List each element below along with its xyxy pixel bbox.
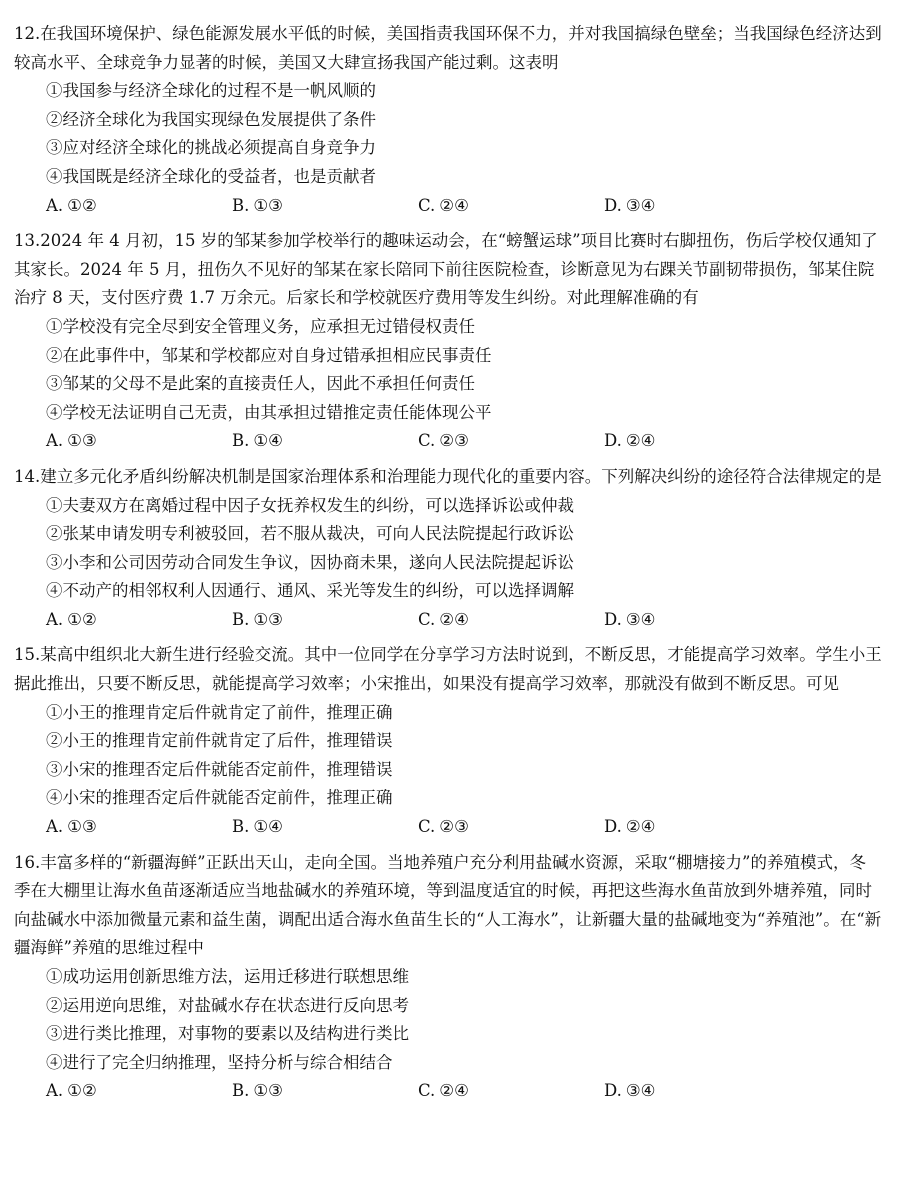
choice-d[interactable] <box>604 606 790 635</box>
choice-value: ①③ <box>253 195 283 215</box>
choice-label: B. <box>232 1081 250 1101</box>
choice-label: D. <box>604 431 622 451</box>
question-text: 某高中组织北大新生进行经验交流。其中一位同学在分享学习方法时说到，不断反思，才能提高学习效率。学生小王据此推出，只要不断反思，就能提高学习效率；小宋推出，如果没有提高学习效率，那就没有做到不断反思。可见 <box>14 645 882 694</box>
statement-3: ③小宋的推理否定后件就能否定前件，推理错误 <box>46 759 393 779</box>
choice-b[interactable] <box>232 192 418 221</box>
choice-label: D. <box>604 817 622 837</box>
choice-label: D. <box>604 609 622 629</box>
question-12 <box>14 20 882 220</box>
statement-2: ②在此事件中，邹某和学校都应对自身过错承担相应民事责任 <box>46 345 492 365</box>
choice-c[interactable] <box>418 427 604 456</box>
answer-choices <box>14 192 882 221</box>
statement-1: ①小王的推理肯定后件就肯定了前件，推理正确 <box>46 702 393 722</box>
choice-a[interactable] <box>46 606 232 635</box>
question-13 <box>14 227 882 456</box>
choice-value: ①③ <box>67 817 97 837</box>
choice-label: B. <box>232 431 250 451</box>
choice-label: A. <box>46 609 64 629</box>
choice-label: A. <box>46 1081 64 1101</box>
question-number: 12. <box>14 24 41 43</box>
statement-4: ④学校无法证明自己无责，由其承担过错推定责任能体现公平 <box>46 402 492 422</box>
choice-a[interactable] <box>46 192 232 221</box>
choice-a[interactable] <box>46 427 232 456</box>
statement-1: ①我国参与经济全球化的过程不是一帆风顺的 <box>46 81 376 101</box>
choice-value: ②③ <box>439 431 469 451</box>
choice-d[interactable] <box>604 813 790 842</box>
question-number: 15. <box>14 645 41 665</box>
answer-choices <box>14 606 882 635</box>
choice-d[interactable] <box>604 427 790 456</box>
choice-value: ①② <box>67 609 97 629</box>
choice-value: ①④ <box>253 817 283 837</box>
statement-4: ④小宋的推理否定后件就能否定前件，推理正确 <box>46 788 393 808</box>
question-text: 丰富多样的“新疆海鲜”正跃出天山，走向全国。当地养殖户充分利用盐碱水资源，采取“棚塘接力”的养殖模式，冬季在大棚里让海水鱼苗逐渐适应当地盐碱水的养殖环境，等到温度适宜的时候，再把这些海水鱼苗放到外塘养殖，同时向盐碱水中添加微量元素和益生菌，调配出适合海水鱼苗生长的“人工海水”，让新疆大量的盐碱地变为“养殖池”。在“新疆海鲜”养殖的思维过程中 <box>14 852 882 958</box>
statement-2: ②经济全球化为我国实现绿色发展提供了条件 <box>46 109 376 129</box>
choice-value: ①② <box>67 1081 97 1101</box>
question-15 <box>14 641 882 841</box>
statement-1: ①夫妻双方在离婚过程中因子女抚养权发生的纠纷，可以选择诉讼或仲裁 <box>46 495 574 515</box>
question-stem <box>14 641 882 698</box>
choice-value: ②④ <box>439 609 469 629</box>
choice-value: ②④ <box>439 1081 469 1101</box>
statement-1: ①学校没有完全尽到安全管理义务，应承担无过错侵权责任 <box>46 316 475 336</box>
question-text: 2024 年 4 月初，15 岁的邹某参加学校举行的趣味运动会，在“螃蟹运球”项目比赛时右脚扭伤，伤后学校仅通知了其家长。2024 年 5 月，扭伤久不见好的邹某在家长陪同下前往医院检查，诊断意见为右踝关节副韧带损伤，邹某住院治疗 8 天，支付医疗费 1.7 万余元。后家长和学校就医疗费用等发生纠纷。对此理解准确的有 <box>14 231 878 308</box>
question-14 <box>14 463 882 635</box>
question-stem <box>14 20 882 77</box>
choice-value: ②④ <box>625 817 656 837</box>
question-16 <box>14 849 882 1106</box>
statement-4: ④我国既是经济全球化的受益者，也是贡献者 <box>46 166 376 186</box>
choice-label: C. <box>418 609 436 629</box>
choice-c[interactable] <box>418 606 604 635</box>
choice-b[interactable] <box>232 606 418 635</box>
choice-label: B. <box>232 609 250 629</box>
choice-label: C. <box>418 817 436 837</box>
question-stem <box>14 463 882 492</box>
question-stem <box>14 849 882 963</box>
answer-choices <box>14 427 882 456</box>
question-number: 14. <box>14 466 41 486</box>
choice-value: ②④ <box>439 195 469 215</box>
statement-3: ③邹某的父母不是此案的直接责任人，因此不承担任何责任 <box>46 374 475 394</box>
choice-label: B. <box>232 195 250 215</box>
choice-label: A. <box>46 431 64 451</box>
choice-label: A. <box>46 817 64 837</box>
choice-label: A. <box>46 195 64 215</box>
choice-label: D. <box>604 195 622 215</box>
question-number: 13. <box>14 231 41 251</box>
choice-value: ①④ <box>253 431 283 451</box>
question-text: 建立多元化矛盾纠纷解决机制是国家治理体系和治理能力现代化的重要内容。下列解决纠纷的途径符合法律规定的是 <box>40 466 882 486</box>
choice-c[interactable] <box>418 813 604 842</box>
choice-c[interactable] <box>418 1077 604 1106</box>
choice-value: ①③ <box>253 1081 283 1101</box>
question-text: 在我国环境保护、绿色能源发展水平低的时候，美国指责我国环保不力，并对我国搞绿色壁垒；当我国绿色经济达到较高水平、全球竞争力显著的时候，美国又大肆宣扬我国产能过剩。这表明 <box>14 24 882 72</box>
answer-choices <box>14 1077 882 1106</box>
choice-a[interactable] <box>46 1077 232 1106</box>
choice-b[interactable] <box>232 1077 418 1106</box>
choice-label: C. <box>418 195 436 215</box>
choice-value: ①② <box>67 195 97 215</box>
choice-value: ②③ <box>439 817 469 837</box>
statement-4: ④不动产的相邻权利人因通行、通风、采光等发生的纠纷，可以选择调解 <box>46 581 574 601</box>
statement-3: ③小李和公司因劳动合同发生争议，因协商未果，遂向人民法院提起诉讼 <box>46 552 574 572</box>
statement-2: ②小王的推理肯定前件就肯定了后件，推理错误 <box>46 731 393 751</box>
choice-value: ②④ <box>625 431 656 451</box>
choice-label: D. <box>604 1081 622 1101</box>
statement-3: ③应对经济全球化的挑战必须提高自身竞争力 <box>46 138 376 158</box>
choice-value: ①③ <box>67 431 97 451</box>
statement-1: ①成功运用创新思维方法，运用迁移进行联想思维 <box>46 967 409 986</box>
choice-value: ③④ <box>625 609 656 629</box>
statement-2: ②张某申请发明专利被驳回，若不服从裁决，可向人民法院提起行政诉讼 <box>46 524 574 544</box>
choice-c[interactable] <box>418 192 604 221</box>
question-number: 16. <box>14 852 41 872</box>
statement-2: ②运用逆向思维，对盐碱水存在状态进行反向思考 <box>46 995 409 1015</box>
choice-d[interactable] <box>604 1077 790 1106</box>
choice-b[interactable] <box>232 427 418 456</box>
choice-label: C. <box>418 431 436 451</box>
choice-value: ③④ <box>625 1081 656 1101</box>
question-stem <box>14 227 882 313</box>
choice-d[interactable] <box>604 192 790 221</box>
choice-value: ③④ <box>625 195 656 215</box>
choice-b[interactable] <box>232 813 418 842</box>
choice-label: B. <box>232 817 250 837</box>
answer-choices <box>14 813 882 842</box>
statement-4: ④进行了完全归纳推理，坚持分析与综合相结合 <box>46 1052 393 1072</box>
choice-a[interactable] <box>46 813 232 842</box>
statement-3: ③进行类比推理，对事物的要素以及结构进行类比 <box>46 1024 409 1044</box>
choice-value: ①③ <box>253 609 283 629</box>
choice-label: C. <box>418 1081 436 1101</box>
